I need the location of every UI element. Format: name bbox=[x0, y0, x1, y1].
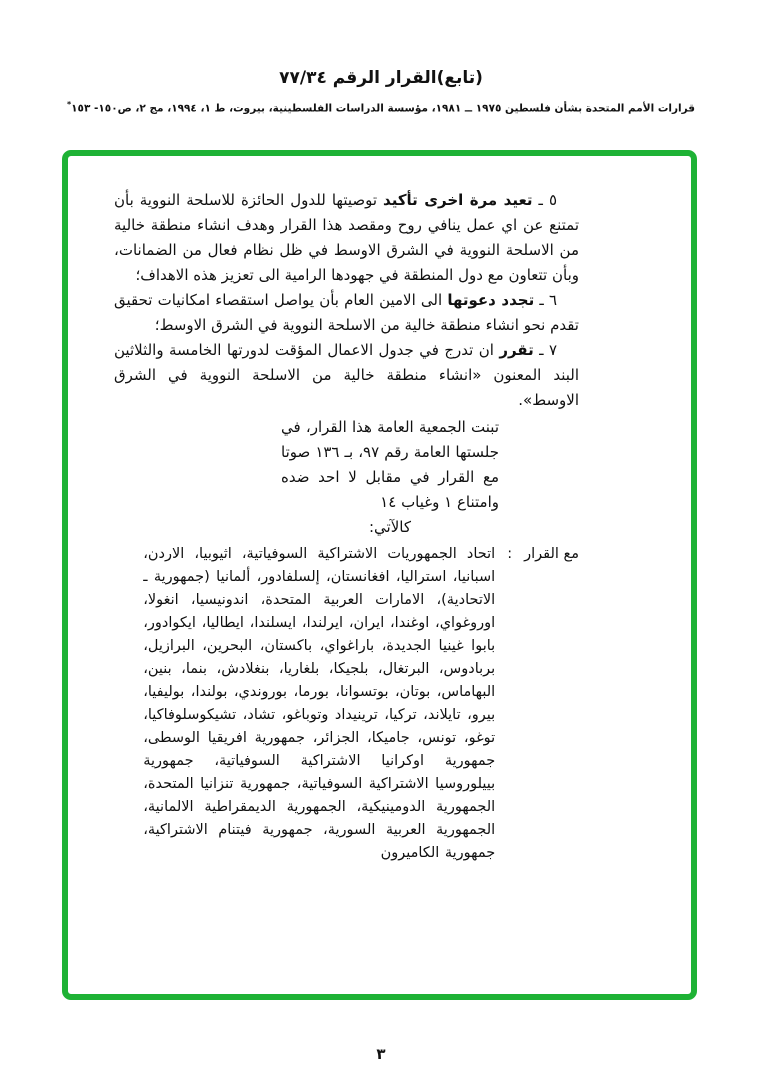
operative-paragraph-6 bbox=[114, 288, 579, 338]
vote-label bbox=[495, 543, 579, 566]
resolution-frame bbox=[62, 150, 697, 1000]
operative-paragraph-7 bbox=[114, 338, 579, 413]
paragraph-lead: تعيد مرة اخرى تأكيد bbox=[383, 191, 533, 209]
paragraph-lead: تجدد دعوتها bbox=[447, 291, 535, 309]
paragraph-text: ان تدرج في جدول الاعمال المؤقت لدورتها الخامسة والثلاثين البند المعنون «انشاء منطقة خالية من الاسلحة النووية في الشرق الاوسط». bbox=[114, 341, 579, 409]
resolution-title: (تابع)القرار الرقم ٧٧/٣٤ bbox=[279, 68, 483, 88]
paragraph-text: توصيتها للدول الحائزة للاسلحة النووية بأن تمتنع عن اي عمل ينافي روح ومقصد هذا القرار وهدف انشاء منطقة خالية من الاسلحة النووية في الشرق الاوسط في ظل نظام فعال من الضمانات، وبأن تتعاون مع دول المنطقة في جهودها الرامية الى تعزيز هذه الاهداف؛ bbox=[114, 191, 579, 284]
paragraph-number: ٧ ـ bbox=[533, 341, 557, 359]
adoption-text: تبنت الجمعية العامة هذا القرار، في جلستها العامة رقم ٩٧، بـ ١٣٦ صوتا مع القرار في مقابل لا احد ضده وامتناع ١ وغياب ١٤ bbox=[281, 418, 500, 511]
paragraph-number: ٥ ـ bbox=[532, 191, 557, 209]
paragraph-lead: تقرر bbox=[499, 341, 534, 359]
page-header bbox=[0, 68, 762, 115]
paragraph-number: ٦ ـ bbox=[534, 291, 558, 309]
vote-countries-list: اتحاد الجمهوريات الاشتراكية السوفياتية، اثيوبيا، الاردن، اسبانيا، استراليا، افغانستان، إلسلفادور، ألمانيا (جمهورية ـ الاتحادية)، الامارات العربية المتحدة، اندونيسيا، انغولا، اوروغواي، اوغندا، ايران، ايرلندا، ايسلندا، ايطاليا، ايكوادور، بابوا غينيا الجديدة، باراغواي، باكستان، البحرين، البرازيل، بربادوس، البرتغال، بلجيكا، بلغاريا، بنغلادش، بنما، بنين، البهاماس، بوتان، بوتسوانا، بورما، بوروندي، بولندا، بوليفيا، بيرو، تايلاند، تركيا، ترينيداد وتوباغو، تشاد، تشيكوسلوفاكيا، توغو، تونس، جاميكا، الجزائر، جمهورية افريقيا الوسطى، جمهورية اوكرانيا الاشتراكية السوفياتية، جمهورية بييلوروسيا الاشتراكية السوفياتية، جمهورية تنزانيا المتحدة، الجمهورية الدومينيكية، الجمهورية الديمقراطية الالمانية، الجمهورية العربية السورية، جمهورية فيتنام الاشتراكية، جمهورية الكاميرون bbox=[143, 546, 496, 861]
page-number: ٣ bbox=[376, 1045, 386, 1063]
vote-colon: : bbox=[507, 546, 513, 562]
vote-result-row bbox=[114, 543, 579, 865]
source-note-mark: * bbox=[66, 100, 72, 109]
adoption-tail: كالآتي: bbox=[369, 518, 411, 536]
source-citation bbox=[0, 100, 762, 115]
operative-paragraph-5 bbox=[114, 188, 579, 288]
source-citation-text: قرارات الأمم المتحدة بشأن فلسطين ١٩٧٥ ــ ١٩٨١، مؤسسة الدراسات الفلسطينية، بيروت، ط ١، ١٩٩٤، مج ٢، ص١٥٠- ١٥٣ bbox=[71, 102, 696, 115]
vote-label-text: مع القرار bbox=[524, 546, 579, 562]
paragraph-text: الى الامين العام بأن يواصل استقصاء امكانيات تحقيق تقدم نحو انشاء منطقة خالية من الاسلحة النووية في الشرق الاوسط؛ bbox=[114, 291, 579, 334]
adoption-note bbox=[281, 415, 499, 540]
